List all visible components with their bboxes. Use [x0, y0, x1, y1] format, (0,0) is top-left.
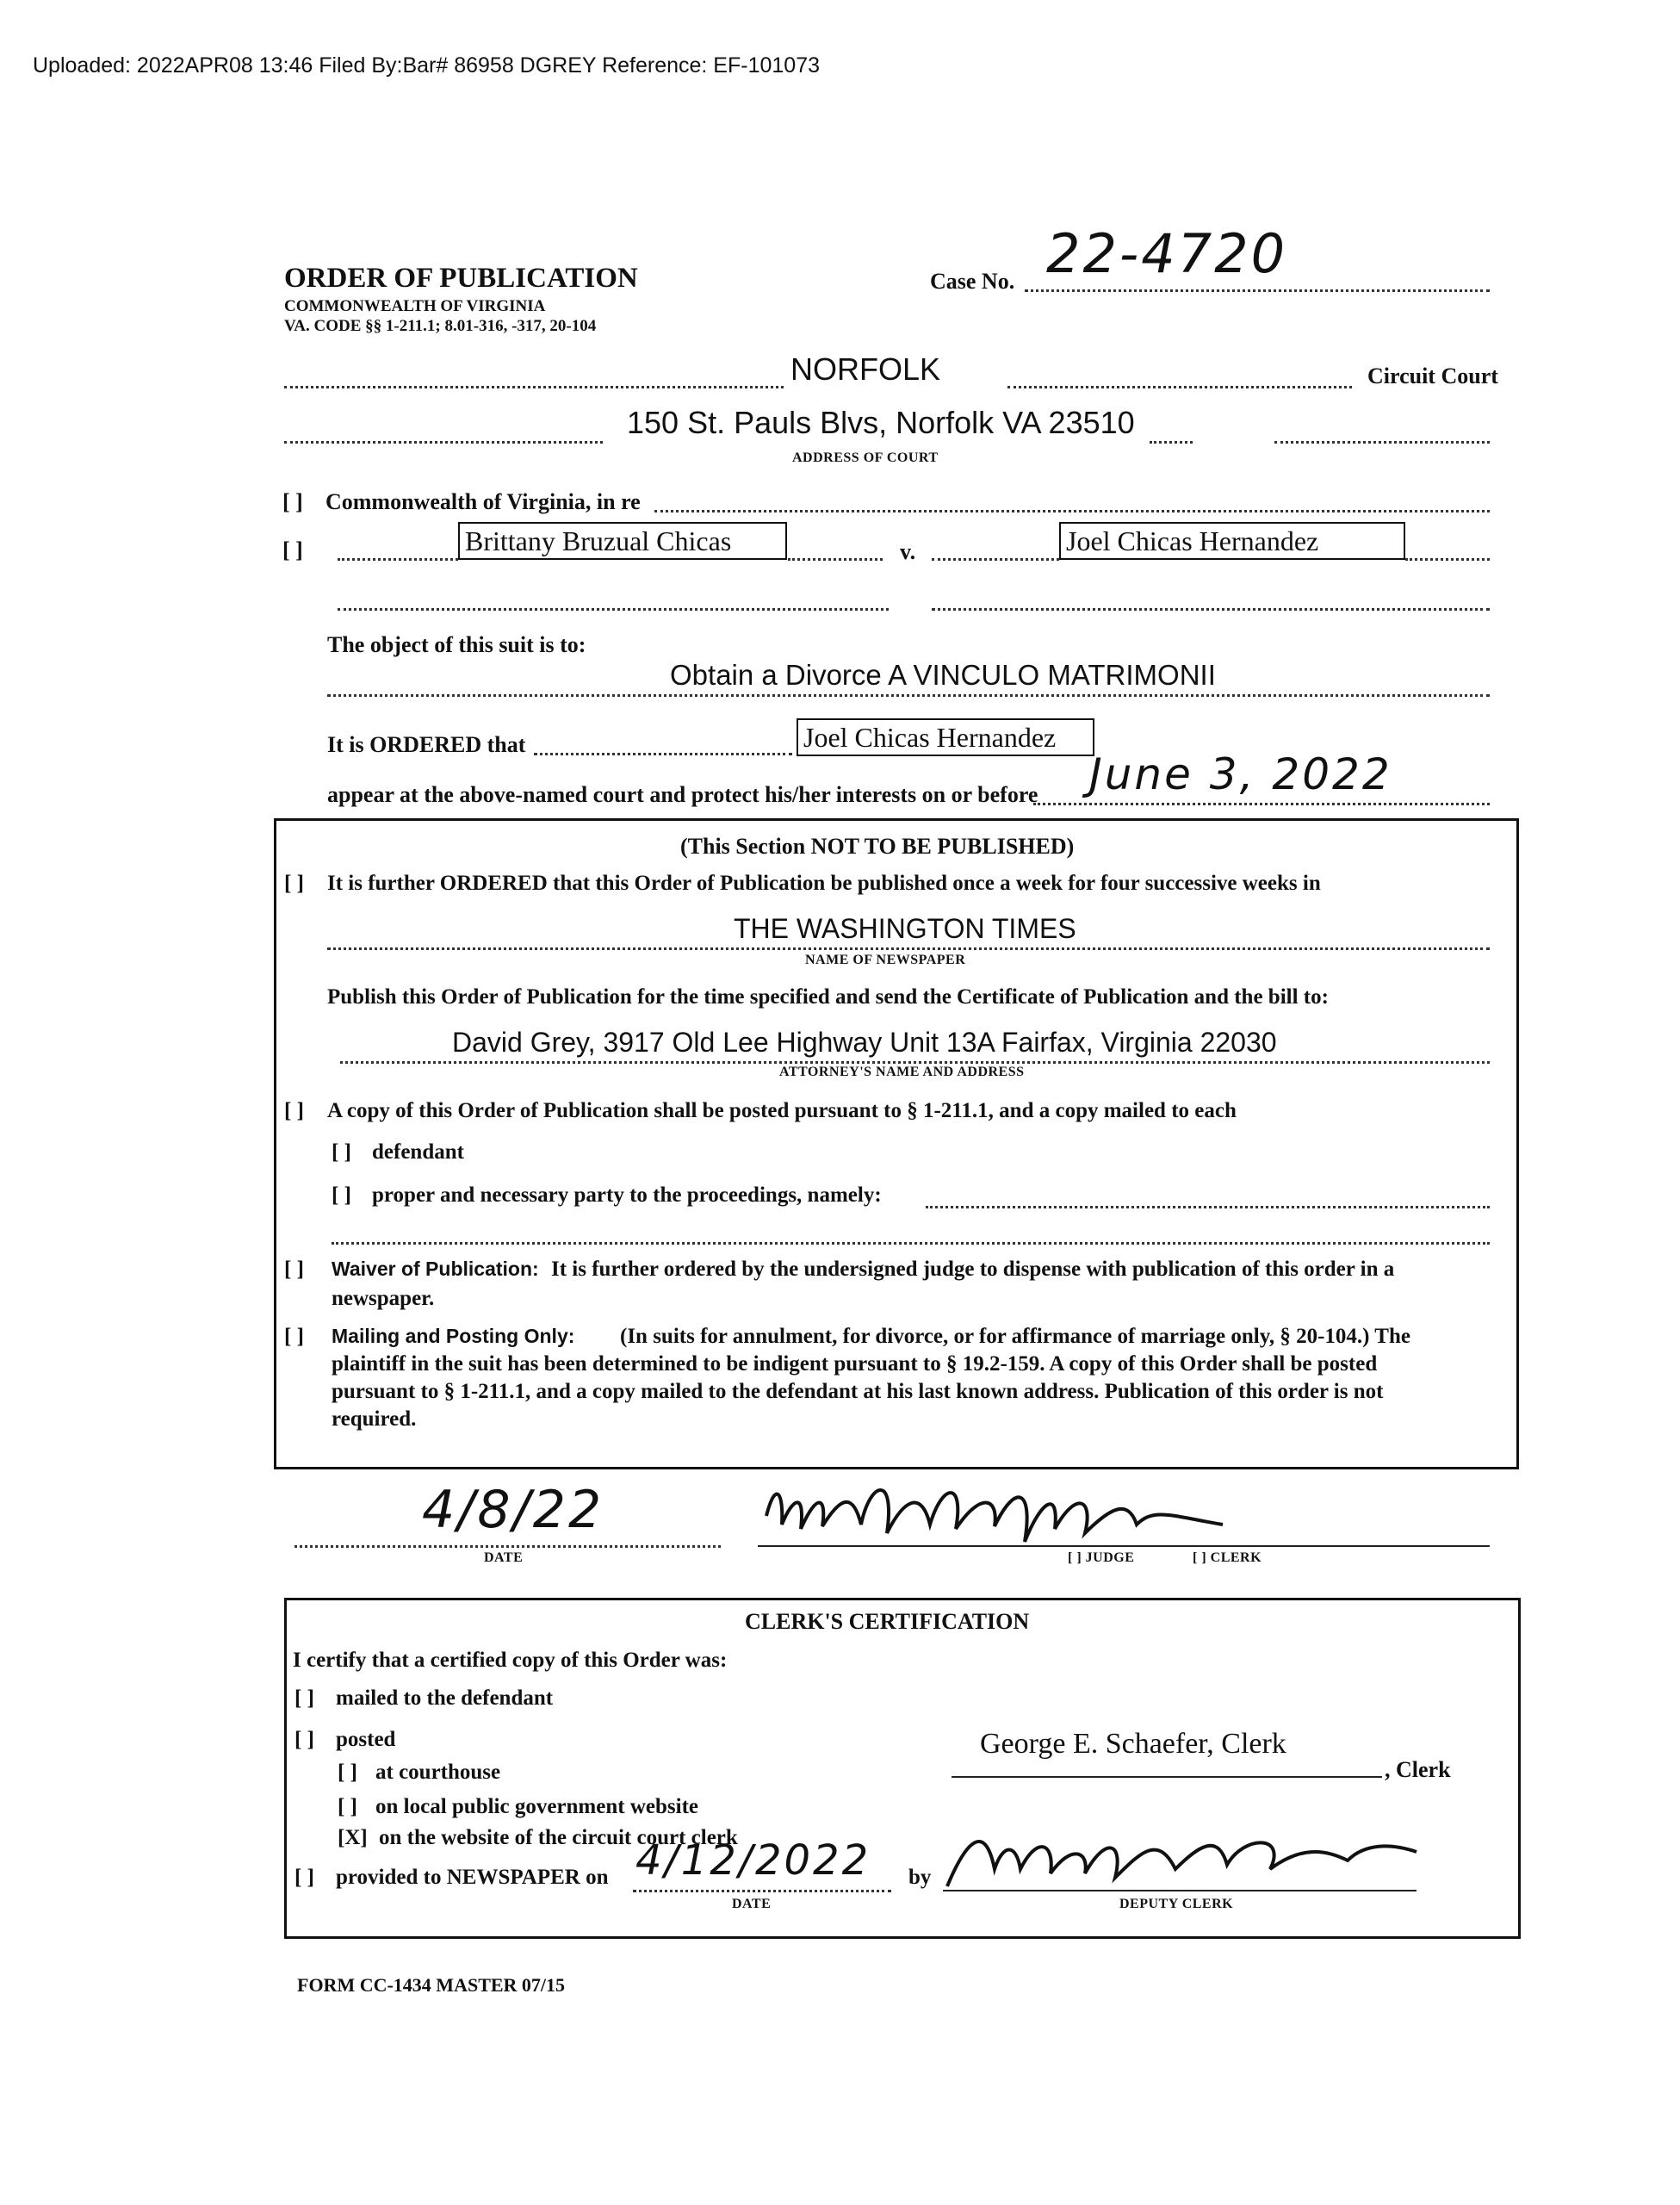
- ordered-line-left: [534, 753, 792, 755]
- case-no-line: [1025, 289, 1490, 292]
- object-label: The object of this suit is to:: [327, 632, 586, 657]
- address-label: ADDRESS OF COURT: [792, 450, 939, 465]
- defendant-opt-checkbox: [ ]: [332, 1140, 351, 1164]
- clerk-name-line: [952, 1776, 1382, 1778]
- object-line: [327, 694, 1490, 697]
- courthouse-label: at courthouse: [375, 1761, 501, 1784]
- waiver-text-2: newspaper.: [332, 1287, 435, 1310]
- signature-date-line: [294, 1545, 721, 1548]
- provided-date-label: DATE: [732, 1897, 772, 1911]
- newspaper-label: NAME OF NEWSPAPER: [805, 953, 966, 967]
- waiver-label: Waiver of Publication:: [332, 1258, 539, 1280]
- mailing-text-3: pursuant to § 1-211.1, and a copy mailed to the defendant at his last known address. Publication of this order is not: [332, 1380, 1384, 1403]
- form-title: ORDER OF PUBLICATION: [284, 263, 638, 294]
- defendant-line-left: [932, 558, 1059, 561]
- posted-cert-checkbox: [ ]: [294, 1728, 314, 1751]
- clerk-role-label: [ ] CLERK: [1193, 1550, 1262, 1565]
- proper-party-label: proper and necessary party to the proceedings, namely:: [372, 1183, 882, 1207]
- deputy-clerk-signature: [943, 1817, 1425, 1895]
- posted-copy-text: A copy of this Order of Publication shall be posted pursuant to § 1-211.1, and a copy mailed to each: [327, 1099, 1237, 1122]
- plaintiff-box: Brittany Bruzual Chicas: [458, 522, 787, 560]
- courthouse-checkbox: [ ]: [338, 1761, 357, 1784]
- posted-cert-label: posted: [336, 1728, 396, 1751]
- inre-label: Commonwealth of Virginia, in re: [325, 489, 641, 514]
- mailed-label: mailed to the defendant: [336, 1686, 554, 1710]
- court-name: NORFOLK: [790, 351, 941, 387]
- waiver-text: It is further ordered by the undersigned judge to dispense with publication of this order in a: [551, 1258, 1395, 1281]
- judge-label: [ ] JUDGE: [1068, 1550, 1135, 1565]
- circuit-site-checkbox: [X]: [338, 1826, 368, 1849]
- appear-label: appear at the above-named court and protect his/her interests on or before: [327, 782, 1038, 807]
- attorney-line: [340, 1061, 1490, 1064]
- upload-header: Uploaded: 2022APR08 13:46 Filed By:Bar# 86958 DGREY Reference: EF-101073: [33, 53, 821, 78]
- newspaper-line: [327, 947, 1490, 950]
- court-address: 150 St. Pauls Blvs, Norfolk VA 23510: [627, 405, 1135, 440]
- versus-label: v.: [900, 539, 916, 564]
- local-site-checkbox: [ ]: [338, 1795, 357, 1818]
- mailing-text-1: (In suits for annulment, for divorce, or for affirmance of marriage only, § 20-104.) The: [620, 1325, 1410, 1348]
- publish-instructions: Publish this Order of Publication for the time specified and send the Certificate of Publication and the bill to:: [327, 985, 1329, 1009]
- appear-line: [1033, 803, 1490, 805]
- mailing-checkbox: [ ]: [284, 1325, 304, 1348]
- provided-date: 4/12/2022: [635, 1836, 871, 1885]
- address-line-left: [284, 441, 603, 444]
- mailing-text-2: plaintiff in the suit has been determined to be indigent pursuant to § 19.2-159. A copy of this Order shall be posted: [332, 1352, 1378, 1376]
- certification-intro: I certify that a certified copy of this Order was:: [293, 1649, 728, 1672]
- court-line-left: [284, 386, 784, 388]
- circuit-site-label: on the website of the circuit court clerk: [379, 1826, 738, 1849]
- judge-signature-line: [758, 1545, 1490, 1547]
- deputy-clerk-line: [943, 1890, 1417, 1891]
- waiver-checkbox: [ ]: [284, 1258, 304, 1281]
- form-subtitle: COMMONWEALTH OF VIRGINIA: [284, 297, 546, 315]
- inre-line: [654, 510, 1490, 512]
- plaintiff-line-right: [788, 558, 883, 561]
- clerk-suffix: , Clerk: [1385, 1757, 1451, 1782]
- provided-label: provided to NEWSPAPER on: [336, 1866, 609, 1889]
- posted-checkbox: [ ]: [284, 1099, 304, 1122]
- by-label: by: [908, 1866, 932, 1889]
- proper-party-checkbox: [ ]: [332, 1183, 351, 1207]
- mailing-label: Mailing and Posting Only:: [332, 1325, 575, 1347]
- mailing-text-4: required.: [332, 1407, 417, 1431]
- court-line-right: [1007, 386, 1352, 388]
- ordered-party-box: Joel Chicas Hernandez: [797, 718, 1094, 756]
- provided-checkbox: [ ]: [294, 1866, 314, 1889]
- proper-party-line-2: [332, 1242, 1490, 1245]
- case-no-label: Case No.: [930, 269, 1015, 294]
- defendant-line-right: [1405, 558, 1490, 561]
- local-site-label: on local public government website: [375, 1795, 698, 1818]
- form-number: FORM CC-1434 MASTER 07/15: [297, 1974, 566, 1996]
- form-code: VA. CODE §§ 1-211.1; 8.01-316, -317, 20-104: [284, 317, 597, 335]
- defendant-box: Joel Chicas Hernandez: [1059, 522, 1405, 560]
- parties-checkbox: [ ]: [282, 537, 303, 562]
- ordered-label: It is ORDERED that: [327, 732, 526, 757]
- case-no-value: 22-4720: [1046, 222, 1288, 285]
- address-line-mid: [1150, 441, 1193, 444]
- not-published-heading: (This Section NOT TO BE PUBLISHED): [680, 834, 1075, 859]
- further-checkbox: [ ]: [284, 872, 304, 895]
- mailed-checkbox: [ ]: [294, 1686, 314, 1710]
- certification-heading: CLERK'S CERTIFICATION: [745, 1609, 1030, 1634]
- attorney-label: ATTORNEY'S NAME AND ADDRESS: [779, 1065, 1025, 1079]
- deputy-clerk-label: DEPUTY CLERK: [1119, 1897, 1234, 1911]
- address-line-right: [1274, 441, 1490, 444]
- appear-date: June 3, 2022: [1089, 749, 1392, 799]
- attorney-value: David Grey, 3917 Old Lee Highway Unit 13A Fairfax, Virginia 22030: [452, 1027, 1277, 1058]
- proper-party-line: [926, 1206, 1490, 1208]
- further-ordered-text: It is further ORDERED that this Order of Publication be published once a week for four successive weeks in: [327, 872, 1321, 895]
- defendant-opt-label: defendant: [372, 1140, 464, 1164]
- signature-date: 4/8/22: [422, 1480, 604, 1540]
- clerk-name: George E. Schaefer, Clerk: [980, 1728, 1286, 1760]
- inre-checkbox: [ ]: [282, 489, 303, 514]
- blank-line-right: [932, 608, 1490, 611]
- blank-line-left: [338, 608, 889, 611]
- object-value: Obtain a Divorce A VINCULO MATRIMONII: [670, 659, 1216, 691]
- provided-date-line: [633, 1890, 891, 1892]
- newspaper-value: THE WASHINGTON TIMES: [734, 913, 1076, 944]
- plaintiff-line-left: [338, 558, 458, 561]
- signature-date-label: DATE: [484, 1550, 524, 1565]
- circuit-court-label: Circuit Court: [1367, 363, 1498, 388]
